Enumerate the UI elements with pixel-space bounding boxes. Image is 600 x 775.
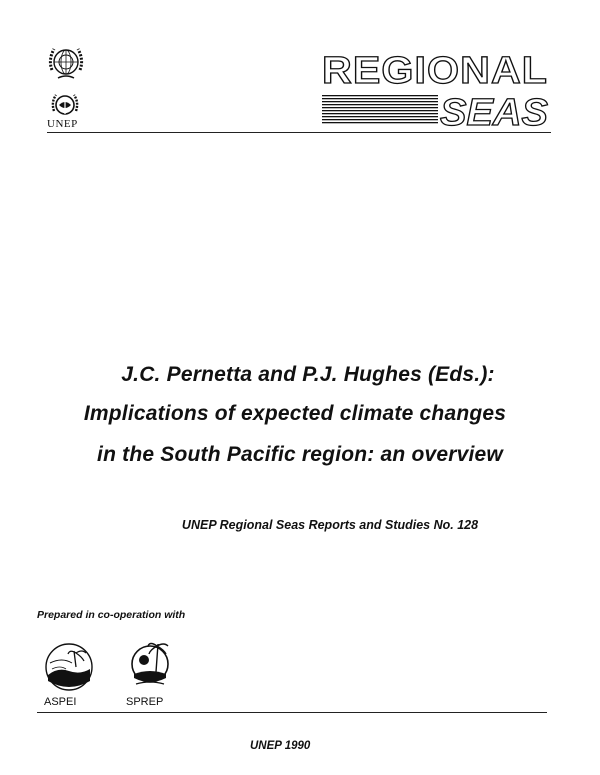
- regional-logo-text: REGIONAL: [322, 50, 548, 92]
- unep-emblem-icon: [50, 90, 80, 120]
- un-emblem-icon: [44, 40, 88, 84]
- sprep-label: SPREP: [126, 696, 164, 708]
- prepared-with-line: Prepared in co-operation with: [37, 609, 186, 621]
- seas-logo-text: SEAS: [440, 92, 548, 129]
- aspei-label: ASPEI: [44, 696, 77, 708]
- unep-label: UNEP: [47, 118, 78, 130]
- title-line-2: in the South Pacific region: an overview: [97, 443, 503, 466]
- publication-footer: UNEP 1990: [250, 740, 311, 752]
- sprep-emblem-icon: [128, 636, 172, 694]
- series-reference: UNEP Regional Seas Reports and Studies No. 128: [181, 518, 479, 532]
- title-line-1: Implications of expected climate changes: [83, 402, 507, 425]
- editors-line: J.C. Pernetta and P.J. Hughes (Eds.):: [121, 363, 495, 386]
- regional-seas-logo: [322, 47, 550, 129]
- aspei-emblem-icon: [38, 641, 100, 693]
- footer-divider: [37, 712, 547, 713]
- header-divider: [47, 132, 551, 133]
